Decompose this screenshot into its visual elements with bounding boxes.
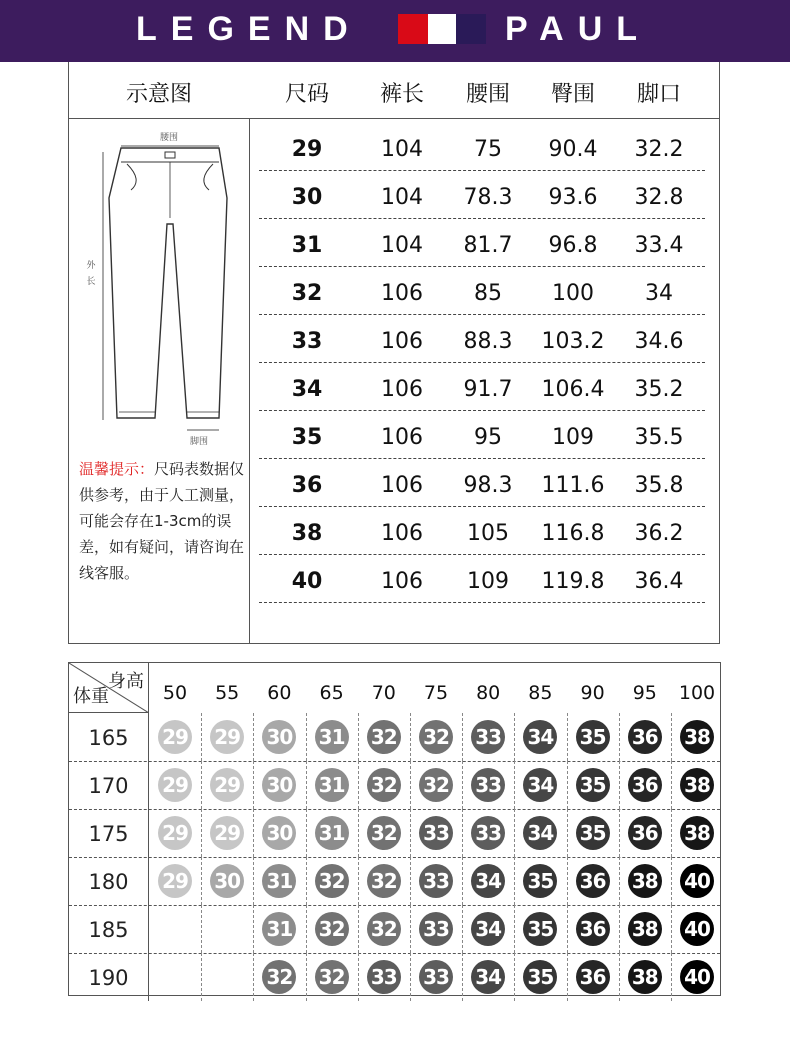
cell-hip: 100 bbox=[552, 281, 594, 306]
cell-length: 104 bbox=[381, 185, 423, 210]
size-badge: 36 bbox=[576, 864, 610, 898]
cell-length: 106 bbox=[381, 569, 423, 594]
size-badge: 34 bbox=[523, 816, 557, 850]
size-badge: 35 bbox=[523, 864, 557, 898]
height-row bbox=[69, 809, 720, 858]
size-badge: 40 bbox=[680, 864, 714, 898]
weight-header: 60 bbox=[267, 682, 292, 704]
size-badge: 32 bbox=[367, 816, 401, 850]
size-row bbox=[259, 314, 705, 363]
cell-size: 34 bbox=[291, 377, 323, 402]
size-badge: 35 bbox=[576, 768, 610, 802]
corner-label-height: 身高 bbox=[108, 671, 144, 692]
size-badge: 40 bbox=[680, 960, 714, 994]
corner-label-weight: 体重 bbox=[73, 686, 109, 707]
diagram-column bbox=[69, 118, 250, 643]
header-size: 尺码 bbox=[284, 82, 329, 107]
size-badge: 32 bbox=[367, 864, 401, 898]
size-row bbox=[259, 554, 705, 603]
size-badge: 33 bbox=[419, 912, 453, 946]
cell-hip: 106.4 bbox=[541, 377, 605, 402]
size-row bbox=[259, 362, 705, 411]
size-badge: 34 bbox=[471, 864, 505, 898]
size-badge: 34 bbox=[523, 720, 557, 754]
size-badge: 32 bbox=[419, 768, 453, 802]
cell-hip: 96.8 bbox=[548, 233, 598, 258]
cell-length: 106 bbox=[381, 329, 423, 354]
cell-length: 106 bbox=[381, 521, 423, 546]
cell-hem: 33.4 bbox=[634, 233, 684, 258]
size-row bbox=[259, 506, 705, 555]
size-badge: 36 bbox=[628, 720, 662, 754]
cell-size: 31 bbox=[291, 233, 323, 258]
size-badge: 29 bbox=[158, 768, 192, 802]
size-badge: 32 bbox=[262, 960, 296, 994]
size-badge: 36 bbox=[576, 912, 610, 946]
brand-flag-logo bbox=[398, 14, 486, 44]
cell-length: 104 bbox=[381, 137, 423, 162]
size-badge: 33 bbox=[419, 960, 453, 994]
cell-hem: 32.2 bbox=[634, 137, 684, 162]
size-badge: 36 bbox=[628, 768, 662, 802]
weight-header: 65 bbox=[319, 682, 344, 704]
size-badge: 32 bbox=[367, 912, 401, 946]
weight-header: 100 bbox=[678, 682, 716, 704]
size-badge: 38 bbox=[680, 816, 714, 850]
size-chart-header bbox=[69, 62, 719, 119]
diagram-label-outer-1: 外 bbox=[86, 261, 96, 271]
size-badge: 32 bbox=[367, 720, 401, 754]
tip-text: 尺码表数据仅供参考，由于人工测量，可能会存在1-3cm的误差，如有疑问，请咨询在线客服。 bbox=[79, 460, 245, 582]
size-row bbox=[259, 458, 705, 507]
size-badge: 29 bbox=[210, 816, 244, 850]
diagram-label-outer-2: 长 bbox=[86, 277, 96, 287]
size-badge: 38 bbox=[628, 960, 662, 994]
diagram-label-waist: 腰围 bbox=[159, 133, 179, 143]
size-tip-note bbox=[79, 456, 245, 586]
size-badge: 31 bbox=[315, 720, 349, 754]
cell-length: 106 bbox=[381, 473, 423, 498]
cell-size: 30 bbox=[291, 185, 323, 210]
brand-header bbox=[0, 0, 790, 62]
size-badge: 38 bbox=[680, 768, 714, 802]
cell-waist: 75 bbox=[474, 137, 502, 162]
size-badge: 30 bbox=[262, 768, 296, 802]
cell-length: 106 bbox=[381, 281, 423, 306]
cell-size: 32 bbox=[291, 281, 323, 306]
size-badge: 33 bbox=[419, 816, 453, 850]
cell-waist: 109 bbox=[467, 569, 509, 594]
size-badge: 35 bbox=[576, 720, 610, 754]
size-badge: 34 bbox=[471, 912, 505, 946]
weight-header: 90 bbox=[580, 682, 605, 704]
size-badge: 33 bbox=[367, 960, 401, 994]
weight-header: 95 bbox=[632, 682, 657, 704]
tip-label: 温馨提示： bbox=[79, 460, 155, 478]
size-badge: 31 bbox=[262, 864, 296, 898]
cell-size: 33 bbox=[291, 329, 323, 354]
height-row bbox=[69, 953, 720, 1001]
size-badge: 34 bbox=[471, 960, 505, 994]
cell-hem: 35.8 bbox=[634, 473, 684, 498]
cell-waist: 78.3 bbox=[463, 185, 513, 210]
size-badge: 35 bbox=[523, 912, 557, 946]
size-row bbox=[259, 122, 705, 171]
cell-waist: 98.3 bbox=[463, 473, 513, 498]
cell-length: 104 bbox=[381, 233, 423, 258]
size-badge: 32 bbox=[315, 912, 349, 946]
cell-hem: 35.5 bbox=[634, 425, 684, 450]
header-diagram: 示意图 bbox=[125, 82, 192, 107]
size-badge: 29 bbox=[158, 864, 192, 898]
size-badge: 36 bbox=[628, 816, 662, 850]
corner-cell bbox=[69, 663, 149, 713]
height-row bbox=[69, 905, 720, 954]
size-badge: 38 bbox=[628, 864, 662, 898]
height-label: 180 bbox=[69, 857, 149, 905]
size-badge: 32 bbox=[367, 768, 401, 802]
size-badge: 33 bbox=[471, 816, 505, 850]
cell-hip: 90.4 bbox=[548, 137, 598, 162]
brand-name-right: PAUL bbox=[505, 10, 652, 48]
size-row bbox=[259, 266, 705, 315]
cell-hem: 34 bbox=[645, 281, 673, 306]
size-badge: 30 bbox=[210, 864, 244, 898]
size-badge: 40 bbox=[680, 912, 714, 946]
size-row bbox=[259, 410, 705, 459]
height-label: 185 bbox=[69, 905, 149, 953]
weight-header: 70 bbox=[371, 682, 396, 704]
cell-waist: 105 bbox=[467, 521, 509, 546]
cell-hem: 36.2 bbox=[634, 521, 684, 546]
size-badge: 29 bbox=[158, 720, 192, 754]
cell-length: 106 bbox=[381, 377, 423, 402]
size-row bbox=[259, 218, 705, 267]
size-badge: 32 bbox=[315, 864, 349, 898]
size-badge: 30 bbox=[262, 816, 296, 850]
weight-header: 55 bbox=[215, 682, 240, 704]
cell-size: 35 bbox=[291, 425, 323, 450]
cell-hip: 111.6 bbox=[541, 473, 605, 498]
cell-hip: 119.8 bbox=[541, 569, 605, 594]
size-badge: 38 bbox=[628, 912, 662, 946]
size-badge: 31 bbox=[315, 816, 349, 850]
weight-header: 50 bbox=[162, 682, 188, 704]
size-badge: 36 bbox=[576, 960, 610, 994]
size-chart-table bbox=[68, 62, 720, 644]
height-label: 175 bbox=[69, 809, 149, 857]
cell-waist: 81.7 bbox=[463, 233, 513, 258]
size-badge: 31 bbox=[262, 912, 296, 946]
size-badge: 35 bbox=[523, 960, 557, 994]
header-length: 裤长 bbox=[379, 82, 424, 107]
cell-size: 38 bbox=[291, 521, 323, 546]
size-badge: 31 bbox=[315, 768, 349, 802]
size-badge: 35 bbox=[576, 816, 610, 850]
cell-hip: 116.8 bbox=[541, 521, 605, 546]
header-hem: 脚口 bbox=[636, 82, 681, 107]
height-row bbox=[69, 761, 720, 810]
diagram-label-hem: 脚围 bbox=[189, 437, 209, 447]
cell-hip: 109 bbox=[552, 425, 594, 450]
cell-waist: 95 bbox=[474, 425, 502, 450]
size-row bbox=[259, 170, 705, 219]
cell-hem: 35.2 bbox=[634, 377, 684, 402]
height-label: 190 bbox=[69, 953, 149, 1001]
height-label: 170 bbox=[69, 761, 149, 809]
size-badge: 33 bbox=[471, 720, 505, 754]
weight-header: 75 bbox=[423, 682, 449, 704]
cell-size: 40 bbox=[291, 569, 323, 594]
cell-hip: 103.2 bbox=[541, 329, 605, 354]
cell-waist: 85 bbox=[474, 281, 502, 306]
height-row bbox=[69, 713, 720, 762]
header-waist: 腰围 bbox=[465, 82, 510, 107]
header-hip: 臀围 bbox=[550, 82, 595, 107]
size-badge: 38 bbox=[680, 720, 714, 754]
size-badge: 29 bbox=[158, 816, 192, 850]
cell-waist: 88.3 bbox=[463, 329, 513, 354]
size-badge: 29 bbox=[210, 720, 244, 754]
brand-name-left: LEGEND bbox=[136, 10, 362, 48]
cell-size: 36 bbox=[291, 473, 323, 498]
size-badge: 29 bbox=[210, 768, 244, 802]
height-label: 165 bbox=[69, 713, 149, 761]
size-badge: 33 bbox=[471, 768, 505, 802]
size-badge: 30 bbox=[262, 720, 296, 754]
pants-diagram-illustration bbox=[69, 118, 249, 448]
size-badge: 33 bbox=[419, 864, 453, 898]
size-badge: 32 bbox=[419, 720, 453, 754]
cell-hip: 93.6 bbox=[548, 185, 598, 210]
cell-hem: 36.4 bbox=[634, 569, 684, 594]
size-badge: 34 bbox=[523, 768, 557, 802]
cell-size: 29 bbox=[291, 137, 323, 162]
cell-waist: 91.7 bbox=[463, 377, 513, 402]
weight-header: 85 bbox=[528, 682, 553, 704]
weight-header: 80 bbox=[476, 682, 501, 704]
height-row bbox=[69, 857, 720, 906]
height-weight-table bbox=[68, 662, 721, 996]
cell-length: 106 bbox=[381, 425, 423, 450]
cell-hem: 34.6 bbox=[634, 329, 684, 354]
cell-hem: 32.8 bbox=[634, 185, 684, 210]
size-badge: 32 bbox=[315, 960, 349, 994]
